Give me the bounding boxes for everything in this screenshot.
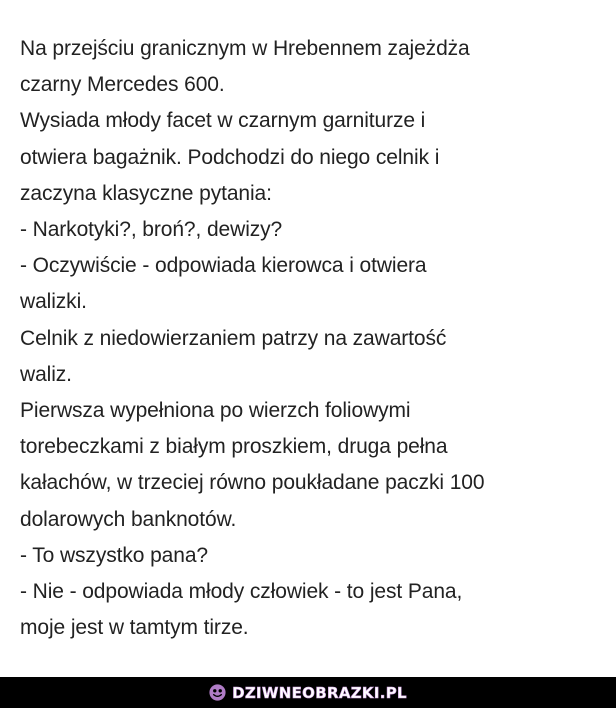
- story-line: czarny Mercedes 600.: [20, 73, 225, 97]
- story-line: walizki.: [20, 290, 87, 314]
- story-line: waliz.: [20, 362, 72, 386]
- story-line: dolarowych banknotów.: [20, 507, 237, 531]
- story-line: Pierwsza wypełniona po wierzch foliowymi: [20, 399, 411, 423]
- story-line: torebeczkami z białym proszkiem, druga pełna: [20, 435, 448, 459]
- dziwneobrazki-logo-icon: [209, 684, 226, 701]
- story-line: - Narkotyki?, broń?, dewizy?: [20, 218, 283, 242]
- story-line: - To wszystko pana?: [20, 543, 208, 567]
- footer-bar: [0, 677, 616, 708]
- story-line: Na przejściu granicznym w Hrebennem zajeżdża: [20, 37, 470, 60]
- story-line: - Nie - odpowiada młody człowiek - to jest Pana,: [20, 580, 463, 604]
- story-line: zaczyna klasyczne pytania:: [20, 181, 272, 205]
- story-text: [20, 31, 610, 646]
- story-line: Wysiada młody facet w czarnym garniturze i: [20, 109, 426, 133]
- site-brand[interactable]: [209, 684, 407, 702]
- story-line: otwiera bagażnik. Podchodzi do niego celnik i: [20, 145, 440, 169]
- story-line: moje jest w tamtym tirze.: [20, 616, 249, 640]
- story-line: kałachów, w trzeciej równo poukładane paczki 100: [20, 471, 485, 495]
- site-brand-label: DZIWNEOBRAZKI.PL: [232, 683, 407, 702]
- story-line: - Oczywiście - odpowiada kierowca i otwiera: [20, 254, 427, 278]
- story-line: Celnik z niedowierzaniem patrzy na zawartość: [20, 326, 447, 350]
